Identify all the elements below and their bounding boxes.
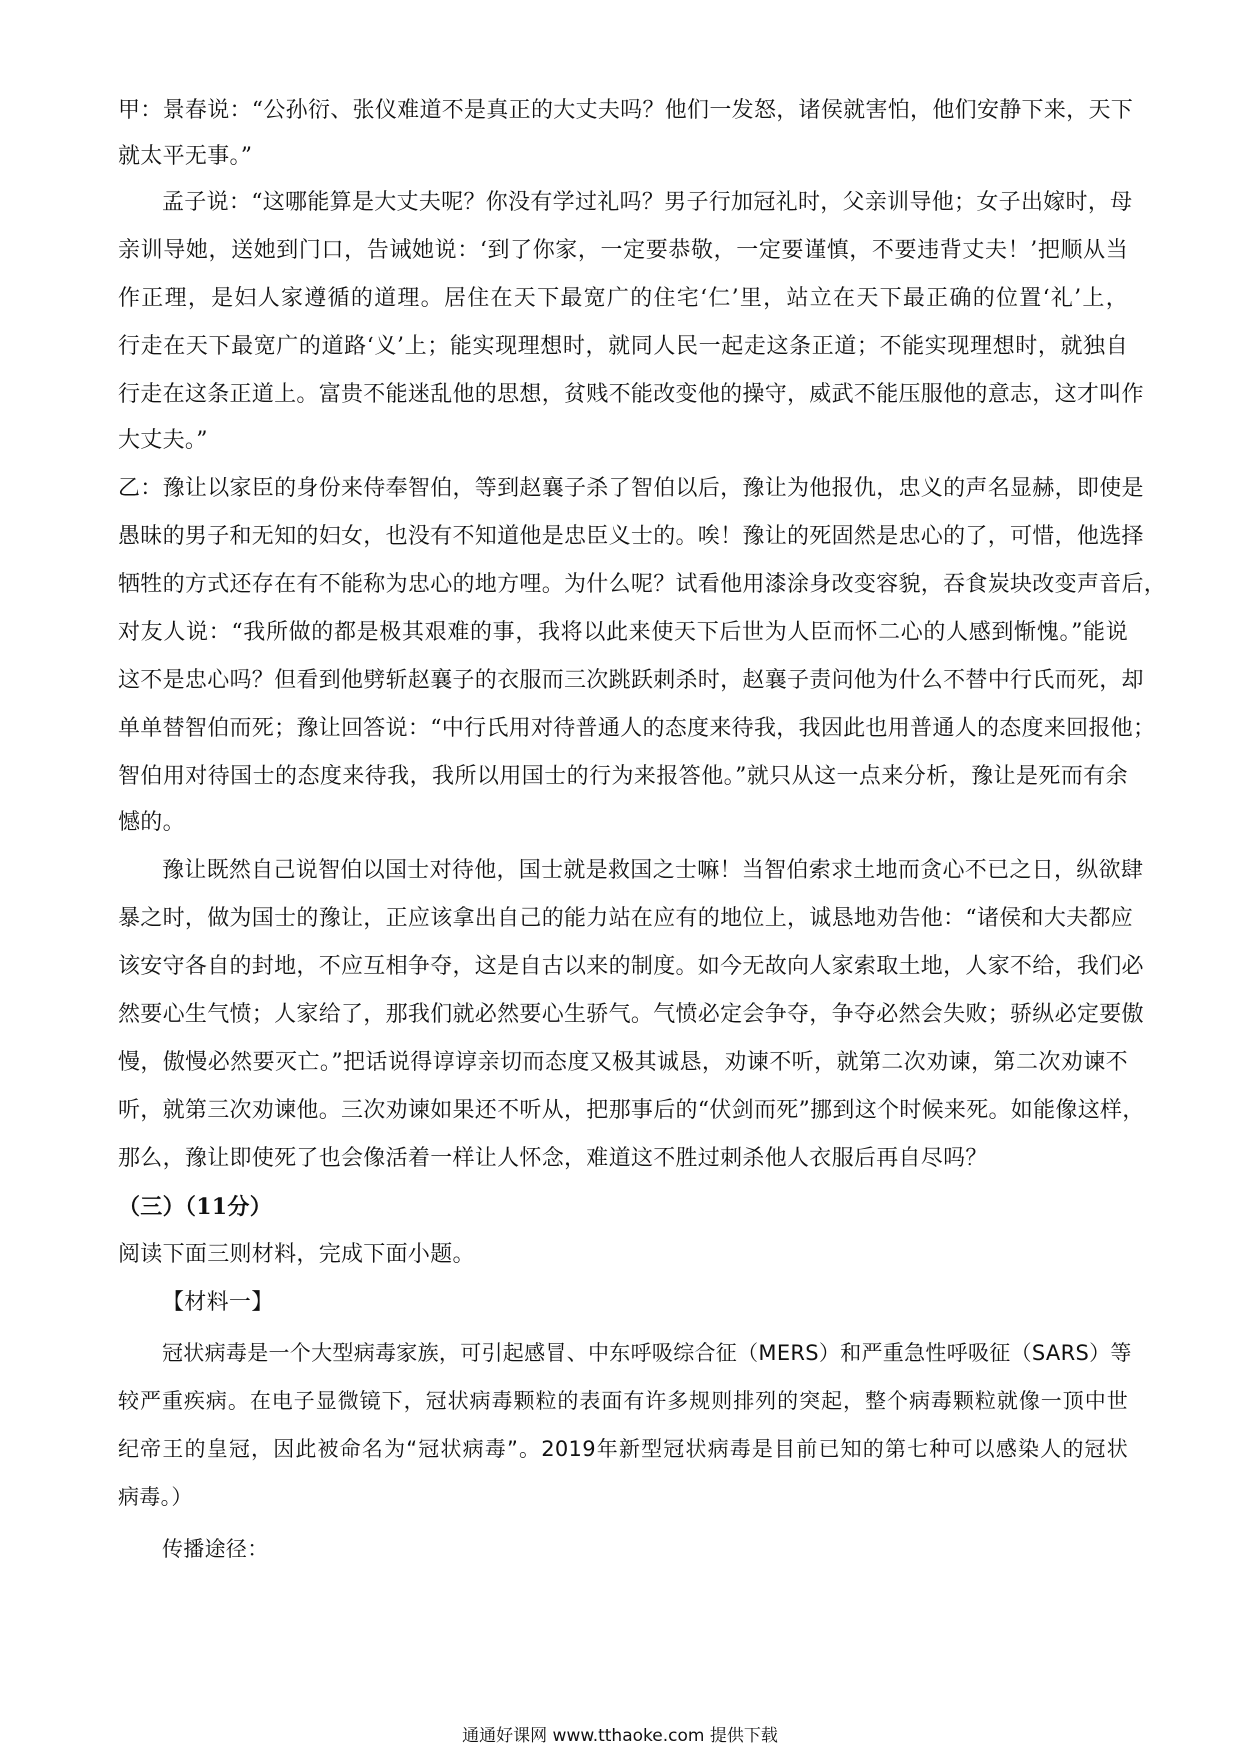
mengzi-line-3: 作正理，是妇人家遵循的道理。居住在天下最宽广的住宅‘仁’里，站立在天下最正确的位置‘礼’上， xyxy=(118,286,1128,311)
yurang-line-4: 然要心生气愤；人家给了，那我们就必然要心生骄气。气愤必定会争夺，争夺必然会失败；骄纵必定要傲 xyxy=(118,1002,1144,1027)
yurang-line-1: 豫让既然自己说智伯以国士对待他，国士就是救国之士嘛！当智伯索求土地而贪心不已之日，纵欲肆 xyxy=(162,858,1144,883)
jia-line-2: 就太平无事。” xyxy=(118,144,253,169)
mengzi-line-6: 大丈夫。” xyxy=(118,428,208,453)
mengzi-line-4: 行走在天下最宽广的道路‘义’上；能实现理想时，就同人民一起走这条正道；不能实现理想时，就独自 xyxy=(118,334,1128,359)
yi-line-1: 乙：豫让以家臣的身份来侍奉智伯，等到赵襄子杀了智伯以后，豫让为他报仇，忠义的声名显赫，即使是 xyxy=(118,476,1144,501)
section-instruction: 阅读下面三则材料，完成下面小题。 xyxy=(118,1242,475,1267)
yurang-line-7: 那么，豫让即使死了也会像活着一样让人怀念，难道这不胜过刺杀他人衣服后再自尽吗？ xyxy=(118,1146,988,1171)
yi-line-5: 这不是忠心吗？但看到他劈斩赵襄子的衣服而三次跳跃刺杀时，赵襄子责问他为什么不替中行氏而死，却 xyxy=(118,668,1144,693)
mengzi-line-1: 孟子说：“这哪能算是大丈夫呢？你没有学过礼吗？男子行加冠礼时，父亲训导他；女子出嫁时，母 xyxy=(162,190,1133,215)
yurang-line-3: 该安守各自的封地，不应互相争夺，这是自古以来的制度。如今无故向人家索取土地，人家不给，我们必 xyxy=(118,954,1144,979)
material-1-line-1: 冠状病毒是一个大型病毒家族，可引起感冒、中东呼吸综合征（MERS）和严重急性呼吸征（SARS）等 xyxy=(162,1341,1132,1365)
material-1-line-4: 病毒。） xyxy=(118,1485,193,1509)
material-1-label: 【材料一】 xyxy=(162,1290,274,1315)
yi-line-2: 愚昧的男子和无知的妇女，也没有不知道他是忠臣义士的。唉！豫让的死固然是忠心的了，可惜，他选择 xyxy=(118,524,1144,549)
mengzi-line-5: 行走在这条正道上。富贵不能迷乱他的思想，贫贱不能改变他的操守，威武不能压服他的意志，这才叫作 xyxy=(118,382,1144,407)
yurang-line-6: 听，就第三次劝谏他。三次劝谏如果还不听从，把那事后的“伏剑而死”挪到这个时候来死。如能像这样， xyxy=(118,1098,1145,1123)
mengzi-line-2: 亲训导她，送她到门口，告诫她说：‘到了你家，一定要恭敬，一定要谨慎，不要违背丈夫！’把顺从当 xyxy=(118,238,1128,263)
yi-line-8: 憾的。 xyxy=(118,810,185,835)
page-footer: 通通好课网 www.tthaoke.com 提供下载 xyxy=(462,1726,778,1746)
material-1-line-2: 较严重疾病。在电子显微镜下，冠状病毒颗粒的表面有许多规则排列的突起，整个病毒颗粒就像一顶中世 xyxy=(118,1389,1128,1413)
transmission-label: 传播途径： xyxy=(162,1537,269,1561)
yi-line-4: 对友人说：“我所做的都是极其艰难的事，我将以此来使天下后世为人臣而怀二心的人感到惭愧。”能说 xyxy=(118,620,1129,645)
yurang-line-5: 慢，傲慢必然要灭亡。”把话说得谆谆亲切而态度又极其诚恳，劝谏不听，就第二次劝谏，第二次劝谏不 xyxy=(118,1050,1128,1075)
yi-line-7: 智伯用对待国士的态度来待我，我所以用国士的行为来报答他。”就只从这一点来分析，豫让是死而有余 xyxy=(118,764,1128,789)
yi-line-6: 单单替智伯而死；豫让回答说：“中行氏用对待普通人的态度来待我，我因此也用普通人的态度来回报他； xyxy=(118,716,1156,741)
section-heading: （三）（11分） xyxy=(118,1194,273,1220)
yi-line-3: 牺牲的方式还存在有不能称为忠心的地方哩。为什么呢？试看他用漆涂身改变容貌，吞食炭块改变声音后， xyxy=(118,572,1167,597)
yurang-line-2: 暴之时，做为国士的豫让，正应该拿出自己的能力站在应有的地位上，诚恳地劝告他：“诸侯和大夫都应 xyxy=(118,906,1134,931)
material-1-line-3: 纪帝王的皇冠，因此被命名为“冠状病毒”。2019年新型冠状病毒是目前已知的第七种可以感染人的冠状 xyxy=(118,1437,1128,1461)
jia-line-1: 甲：景春说：“公孙衍、张仪难道不是真正的大丈夫吗？他们一发怒，诸侯就害怕，他们安静下来，天下 xyxy=(118,98,1134,123)
